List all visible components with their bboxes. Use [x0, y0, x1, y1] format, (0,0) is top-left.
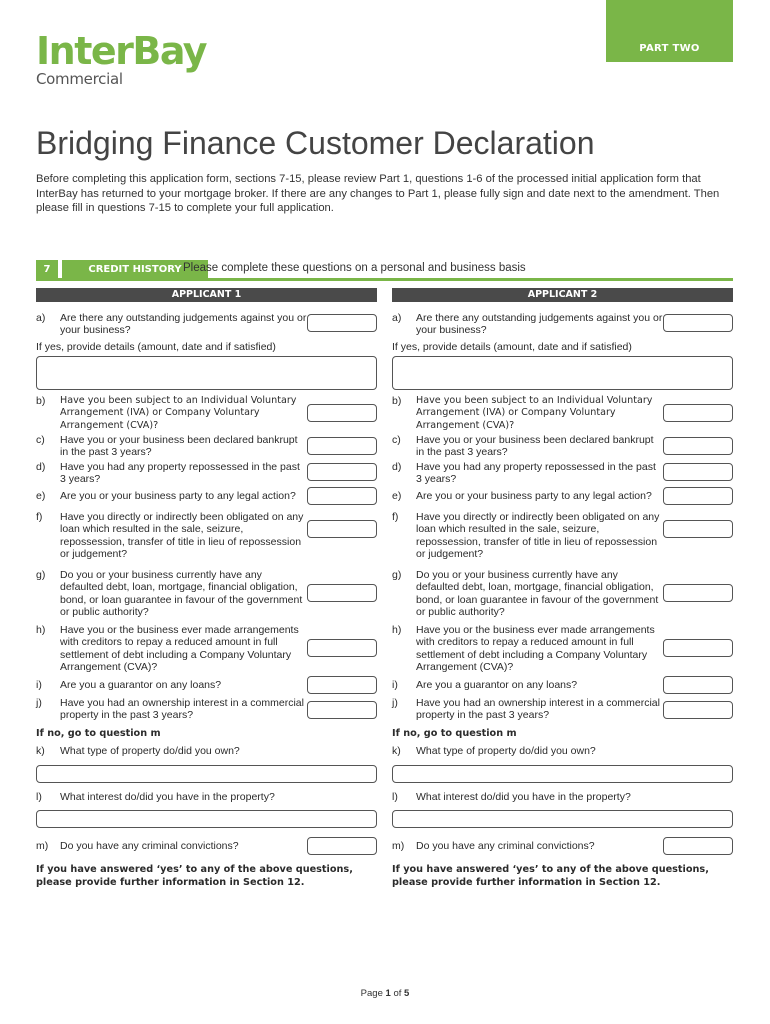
answer-k-input[interactable] — [392, 765, 733, 783]
question-text: Are you or your business party to any legal action? — [416, 490, 652, 502]
answer-m-input[interactable] — [307, 837, 377, 855]
question-letter: h) — [392, 624, 402, 636]
answer-g-input[interactable] — [307, 584, 377, 602]
details-label: If yes, provide details (amount, date and if satisfied) — [36, 341, 276, 353]
answer-d-input[interactable] — [307, 463, 377, 481]
question-text: Have you had an ownership interest in a commercial property in the past 3 years? — [60, 697, 304, 722]
details-a-input[interactable] — [36, 356, 377, 390]
intro-paragraph: Before completing this application form, sections 7-15, please review Part 1, questions 1-6 of the processed initial application form that InterBay has returned to your mortgage broker. If there are any changes to Part 1, please fully sign and date next to the amendment. Then please fill in questions 7-15 to complete your full application. — [36, 173, 720, 214]
question-text: What type of property do/did you own? — [416, 745, 596, 757]
question-text: Have you directly or indirectly been obligated on any loan which resulted in the sale, seizure, repossession, transfer of title in lieu of repossession or judgement? — [60, 511, 304, 560]
question-letter: j) — [36, 697, 42, 709]
question-text: What interest do/did you have in the property? — [60, 791, 275, 803]
question-text: Have you had any property repossessed in the past 3 years? — [416, 461, 656, 486]
question-letter: i) — [392, 679, 398, 691]
section-name: CREDIT HISTORY — [62, 260, 208, 280]
question-letter: j) — [392, 697, 398, 709]
applicant-1-column — [36, 288, 377, 898]
question-text: Have you or your business been declared bankrupt in the past 3 years? — [60, 434, 298, 459]
answer-b-input[interactable] — [663, 404, 733, 422]
question-letter: m) — [392, 840, 405, 852]
question-text: Have you been subject to an Individual Voluntary Arrangement (IVA) or Company Voluntary Arrangement (CVA)? — [60, 395, 297, 431]
question-text: What interest do/did you have in the property? — [416, 791, 631, 803]
question-text: Are there any outstanding judgements against you or your business? — [416, 312, 663, 337]
question-letter: g) — [392, 569, 402, 581]
section-note: Please complete these questions on a personal and business basis — [183, 262, 526, 274]
details-label: If yes, provide details (amount, date and if satisfied) — [392, 341, 632, 353]
answer-a-input[interactable] — [663, 314, 733, 332]
page-of: of — [393, 988, 402, 999]
goto-instruction: If no, go to question m — [36, 728, 161, 739]
question-letter: m) — [36, 840, 49, 852]
closing-note: If you have answered ‘yes’ to any of the above questions, please provide further information in Section 12. — [36, 864, 353, 888]
answer-m-input[interactable] — [663, 837, 733, 855]
answer-f-input[interactable] — [307, 520, 377, 538]
part-label: PART TWO — [606, 0, 733, 62]
question-text: Do you or your business currently have any defaulted debt, loan, mortgage, financial obligation, bond, or loan guarantee in favour of the government or public authority? — [416, 569, 659, 618]
question-letter: h) — [36, 624, 46, 636]
answer-d-input[interactable] — [663, 463, 733, 481]
question-letter: f) — [36, 511, 43, 523]
page-total: 5 — [404, 988, 410, 999]
answer-h-input[interactable] — [663, 639, 733, 657]
applicant-1-header: APPLICANT 1 — [36, 288, 377, 302]
question-text: Have you or the business ever made arrangements with creditors to repay a reduced amount in full settlement of debt including a Company Voluntary Arrangement (CVA)? — [416, 624, 655, 673]
answer-k-input[interactable] — [36, 765, 377, 783]
question-letter: i) — [36, 679, 42, 691]
question-text: Have you or your business been declared bankrupt in the past 3 years? — [416, 434, 654, 459]
question-text: Do you have any criminal convictions? — [60, 840, 239, 852]
answer-e-input[interactable] — [307, 487, 377, 505]
answer-l-input[interactable] — [36, 810, 377, 828]
question-letter: b) — [36, 395, 46, 407]
page-current: 1 — [385, 988, 391, 999]
answer-a-input[interactable] — [307, 314, 377, 332]
applicant-2-header: APPLICANT 2 — [392, 288, 733, 302]
question-text: Have you directly or indirectly been obligated on any loan which resulted in the sale, seizure, repossession, transfer of title in lieu of repossession or judgement? — [416, 511, 660, 560]
question-letter: a) — [392, 312, 402, 324]
question-letter: l) — [36, 791, 42, 803]
question-letter: f) — [392, 511, 399, 523]
answer-f-input[interactable] — [663, 520, 733, 538]
question-letter: c) — [392, 434, 401, 446]
answer-j-input[interactable] — [663, 701, 733, 719]
question-letter: e) — [36, 490, 46, 502]
question-text: Have you had any property repossessed in the past 3 years? — [60, 461, 300, 486]
answer-l-input[interactable] — [392, 810, 733, 828]
question-text: Are you a guarantor on any loans? — [416, 679, 578, 691]
section-divider — [36, 278, 733, 281]
question-letter: d) — [392, 461, 402, 473]
answer-h-input[interactable] — [307, 639, 377, 657]
page-prefix: Page — [360, 988, 383, 999]
question-text: Do you or your business currently have any defaulted debt, loan, mortgage, financial obligation, bond, or loan guarantee in favour of the government or public authority? — [60, 569, 303, 618]
interbay-logo — [36, 29, 207, 88]
question-text: Do you have any criminal convictions? — [416, 840, 595, 852]
question-letter: l) — [392, 791, 398, 803]
question-text: Have you been subject to an Individual Voluntary Arrangement (IVA) or Company Voluntary Arrangement (CVA)? — [416, 395, 653, 431]
question-letter: g) — [36, 569, 46, 581]
question-text: Are there any outstanding judgements against you or your business? — [60, 312, 307, 337]
page-title: Bridging Finance Customer Declaration — [36, 125, 595, 161]
question-text: What type of property do/did you own? — [60, 745, 240, 757]
page-footer — [0, 988, 770, 999]
section-number: 7 — [36, 260, 58, 280]
question-letter: c) — [36, 434, 45, 446]
logo-sub-text: Commercial — [36, 70, 123, 88]
logo-main-text: InterBay — [36, 29, 207, 73]
question-letter: a) — [36, 312, 46, 324]
details-a-input[interactable] — [392, 356, 733, 390]
question-letter: e) — [392, 490, 402, 502]
answer-b-input[interactable] — [307, 404, 377, 422]
answer-g-input[interactable] — [663, 584, 733, 602]
goto-instruction: If no, go to question m — [392, 728, 517, 739]
answer-i-input[interactable] — [307, 676, 377, 694]
question-text: Have you had an ownership interest in a commercial property in the past 3 years? — [416, 697, 660, 722]
question-text: Have you or the business ever made arrangements with creditors to repay a reduced amount in full settlement of debt including a Company Voluntary Arrangement (CVA)? — [60, 624, 299, 673]
closing-note: If you have answered ‘yes’ to any of the above questions, please provide further information in Section 12. — [392, 864, 709, 888]
answer-j-input[interactable] — [307, 701, 377, 719]
question-text: Are you a guarantor on any loans? — [60, 679, 222, 691]
answer-e-input[interactable] — [663, 487, 733, 505]
question-text: Are you or your business party to any legal action? — [60, 490, 296, 502]
section-header — [36, 260, 733, 280]
answer-i-input[interactable] — [663, 676, 733, 694]
question-letter: k) — [392, 745, 401, 757]
question-letter: k) — [36, 745, 45, 757]
answer-c-input[interactable] — [663, 437, 733, 455]
answer-c-input[interactable] — [307, 437, 377, 455]
applicant-2-column — [392, 288, 733, 898]
question-letter: b) — [392, 395, 402, 407]
question-letter: d) — [36, 461, 46, 473]
